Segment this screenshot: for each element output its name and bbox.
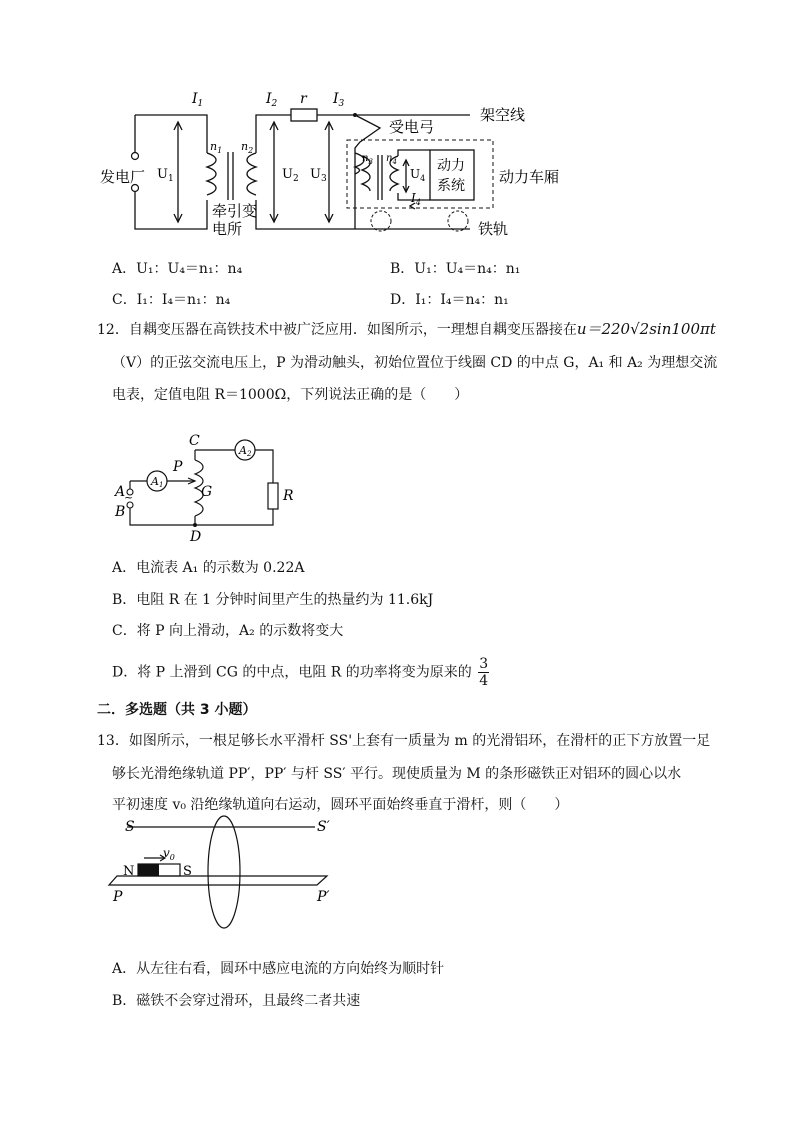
fraction-numerator: 3 [479,656,489,672]
svg-text:A2: A2 [239,444,252,458]
svg-text:U3: $U_3$ [310,167,327,184]
q11-option-a[interactable]: A．U₁：U₄＝n₁：n₄ [112,261,243,277]
q12-option-d[interactable]: D．将 P 上滑到 CG 的中点，电阻 R 的功率将变为原来的 $\frac{3}{4}$ [112,656,489,689]
label-pantograph: 受电弓 [389,118,435,136]
svg-text:n2: $n_2$ [241,140,254,155]
svg-text:I1: $I_1$ [192,91,204,109]
q13-stem-line3: 平初速度 v₀ 沿绝缘轨道向右运动，圆环平面始终垂直于滑杆，则（ ） [112,797,569,813]
svg-text:I2: $I_2$ [266,91,278,109]
autotransformer-circuit-figure [100,430,310,545]
svg-text:S: S [183,864,192,879]
q12-formula: u＝220√2sin100πt [576,320,716,338]
svg-text:R: R [283,488,294,504]
q11-option-c[interactable]: C．I₁：I₄＝n₁：n₄ [112,292,231,308]
q13-option-a[interactable]: A．从左往右看，圆环中感应电流的方向始终为顺时针 [112,961,445,977]
svg-text:G: G [201,484,213,500]
q11-option-d[interactable]: D．I₁：I₄＝n₄：n₁ [390,292,509,308]
svg-text:P: P [173,459,183,475]
label-substation: 牵引变 [212,202,258,220]
svg-text:U1: $U_1$ [157,167,174,184]
svg-text:电所: 电所 [212,220,243,238]
fraction-denominator: 4 [479,673,489,689]
q12-option-c[interactable]: C．将 P 向上滑动，A₂ 的示数将变大 [112,623,344,639]
section-title-multiple-choice: 二．多选题（共 3 小题） [97,702,257,718]
svg-text:A1: A1 [151,475,164,489]
svg-text:N: N [123,864,135,879]
q12-stem-line2: （V）的正弦交流电压上，P 为滑动触头，初始位置位于线圈 CD 的中点 G，A₁ 和 A₂ 为理想交流 [112,355,718,371]
svg-text:n1: $n_1$ [210,140,223,155]
label-rail: 铁轨 [478,220,509,238]
label-power-plant: 发电厂 [100,168,146,186]
svg-text:P: P [113,889,123,905]
q12-option-a[interactable]: A．电流表 A₁ 的示数为 0.22A [112,560,305,576]
label-power-system: 动力 [437,158,465,174]
transformer-circuit-figure [0,0,800,250]
svg-text:I3: $I_3$ [333,91,345,109]
q12-stem-line1: 12．自耦变压器在高铁技术中被广泛应用．如图所示，一理想自耦变压器接在u＝220√2sin100πt [97,320,716,338]
q13-stem-line1: 13．如图所示，一根足够长水平滑杆 SS'上套有一质量为 m 的光滑铝环，在滑杆的正下方放置一足 [97,733,711,749]
svg-text:U4: $U_4$ [410,167,426,183]
svg-text:I4: $I_4$ [411,191,421,207]
svg-text:P′: P′ [317,889,330,905]
magnet-ring-figure [105,815,345,935]
label-power-car: 动力车厢 [499,168,560,186]
svg-text:~: ~ [124,491,134,504]
svg-text:D: D [190,529,202,545]
q11-option-b[interactable]: B．U₁：U₄＝n₄：n₁ [390,261,521,277]
label-overhead-line: 架空线 [480,106,526,124]
svg-text:系统: 系统 [437,178,465,194]
q12-stem-line3: 电表，定值电阻 R＝1000Ω，下列说法正确的是（ ） [112,387,469,403]
svg-text:C: C [189,433,200,449]
svg-text:S: S [125,819,135,835]
q13-stem-line2: 够长光滑绝缘轨道 PP′，PP′ 与杆 SS′ 平行。现使质量为 M 的条形磁铁正对铝环的圆心以水 [112,766,682,782]
label-r: r [300,91,307,107]
svg-text:n3: $n_3$ [362,153,373,166]
svg-text:v0: $v_0$ [163,846,175,862]
label-I1: I [192,91,198,107]
svg-text:A: A [115,484,126,500]
svg-text:B: B [115,504,126,520]
svg-text:n4: $n_4$ [386,153,397,166]
svg-text:S′: S′ [317,819,330,835]
svg-text:U2: $U_2$ [282,167,299,184]
q13-option-b[interactable]: B．磁铁不会穿过滑环，且最终二者共速 [112,993,361,1009]
q12-option-b[interactable]: B．电阻 R 在 1 分钟时间里产生的热量约为 11.6kJ [112,592,434,608]
